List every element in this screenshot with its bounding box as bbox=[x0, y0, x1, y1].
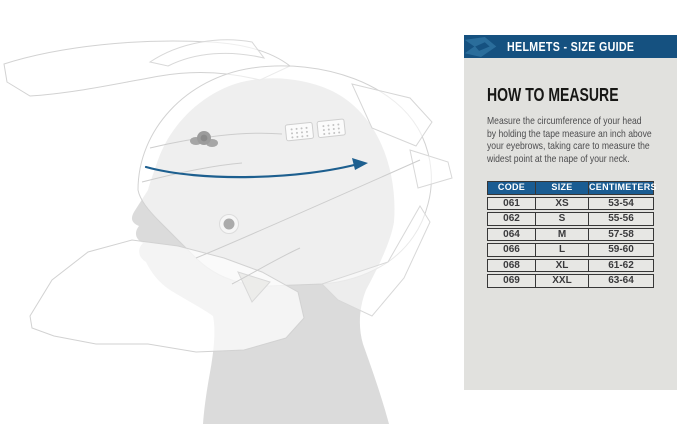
cell-code: 061 bbox=[487, 197, 536, 211]
measure-instructions bbox=[487, 115, 655, 165]
cell-centimeters: 53-54 bbox=[589, 197, 654, 211]
acerbis-logo-icon bbox=[464, 36, 498, 58]
cell-size: XL bbox=[536, 259, 589, 273]
measure-instructions-line: Measure the circumference of your head bbox=[487, 115, 642, 127]
cell-size: S bbox=[536, 212, 589, 226]
size-table bbox=[487, 179, 657, 290]
cell-centimeters: 61-62 bbox=[589, 259, 654, 273]
panel-body bbox=[464, 58, 677, 290]
column-header-centimeters: CENTIMETERS bbox=[589, 181, 654, 195]
table-row bbox=[487, 243, 654, 257]
helmet-visor-pivot bbox=[220, 215, 239, 234]
cell-size: M bbox=[536, 228, 589, 242]
cell-code: 062 bbox=[487, 212, 536, 226]
panel-header bbox=[464, 35, 677, 58]
measure-instructions-line: widest point at the nape of your neck. bbox=[487, 152, 630, 165]
cell-code: 069 bbox=[487, 274, 536, 288]
cell-code: 068 bbox=[487, 259, 536, 273]
column-header-size: SIZE bbox=[536, 181, 589, 195]
cell-centimeters: 57-58 bbox=[589, 228, 654, 242]
how-to-measure-heading: HOW TO MEASURE bbox=[487, 85, 619, 105]
size-guide-panel bbox=[464, 35, 677, 390]
helmet-rear-wing bbox=[410, 150, 452, 188]
cell-centimeters: 59-60 bbox=[589, 243, 654, 257]
measure-instructions-line: your eyebrows, taking care to measure the bbox=[487, 140, 650, 153]
cell-size: XXL bbox=[536, 274, 589, 288]
cell-size: XS bbox=[536, 197, 589, 211]
table-row bbox=[487, 228, 654, 242]
panel-title: HELMETS - SIZE GUIDE bbox=[506, 39, 635, 54]
column-header-code: CODE bbox=[487, 181, 536, 195]
cell-size: L bbox=[536, 243, 589, 257]
size-table-header-row bbox=[487, 181, 654, 195]
cell-centimeters: 63-64 bbox=[589, 274, 654, 288]
table-row bbox=[487, 197, 654, 211]
table-row bbox=[487, 212, 654, 226]
cell-code: 066 bbox=[487, 243, 536, 257]
measure-instructions-line: by holding the tape measure an inch above bbox=[487, 127, 652, 140]
table-row bbox=[487, 274, 654, 288]
table-row bbox=[487, 259, 654, 273]
cell-code: 064 bbox=[487, 228, 536, 242]
cell-centimeters: 55-56 bbox=[589, 212, 654, 226]
